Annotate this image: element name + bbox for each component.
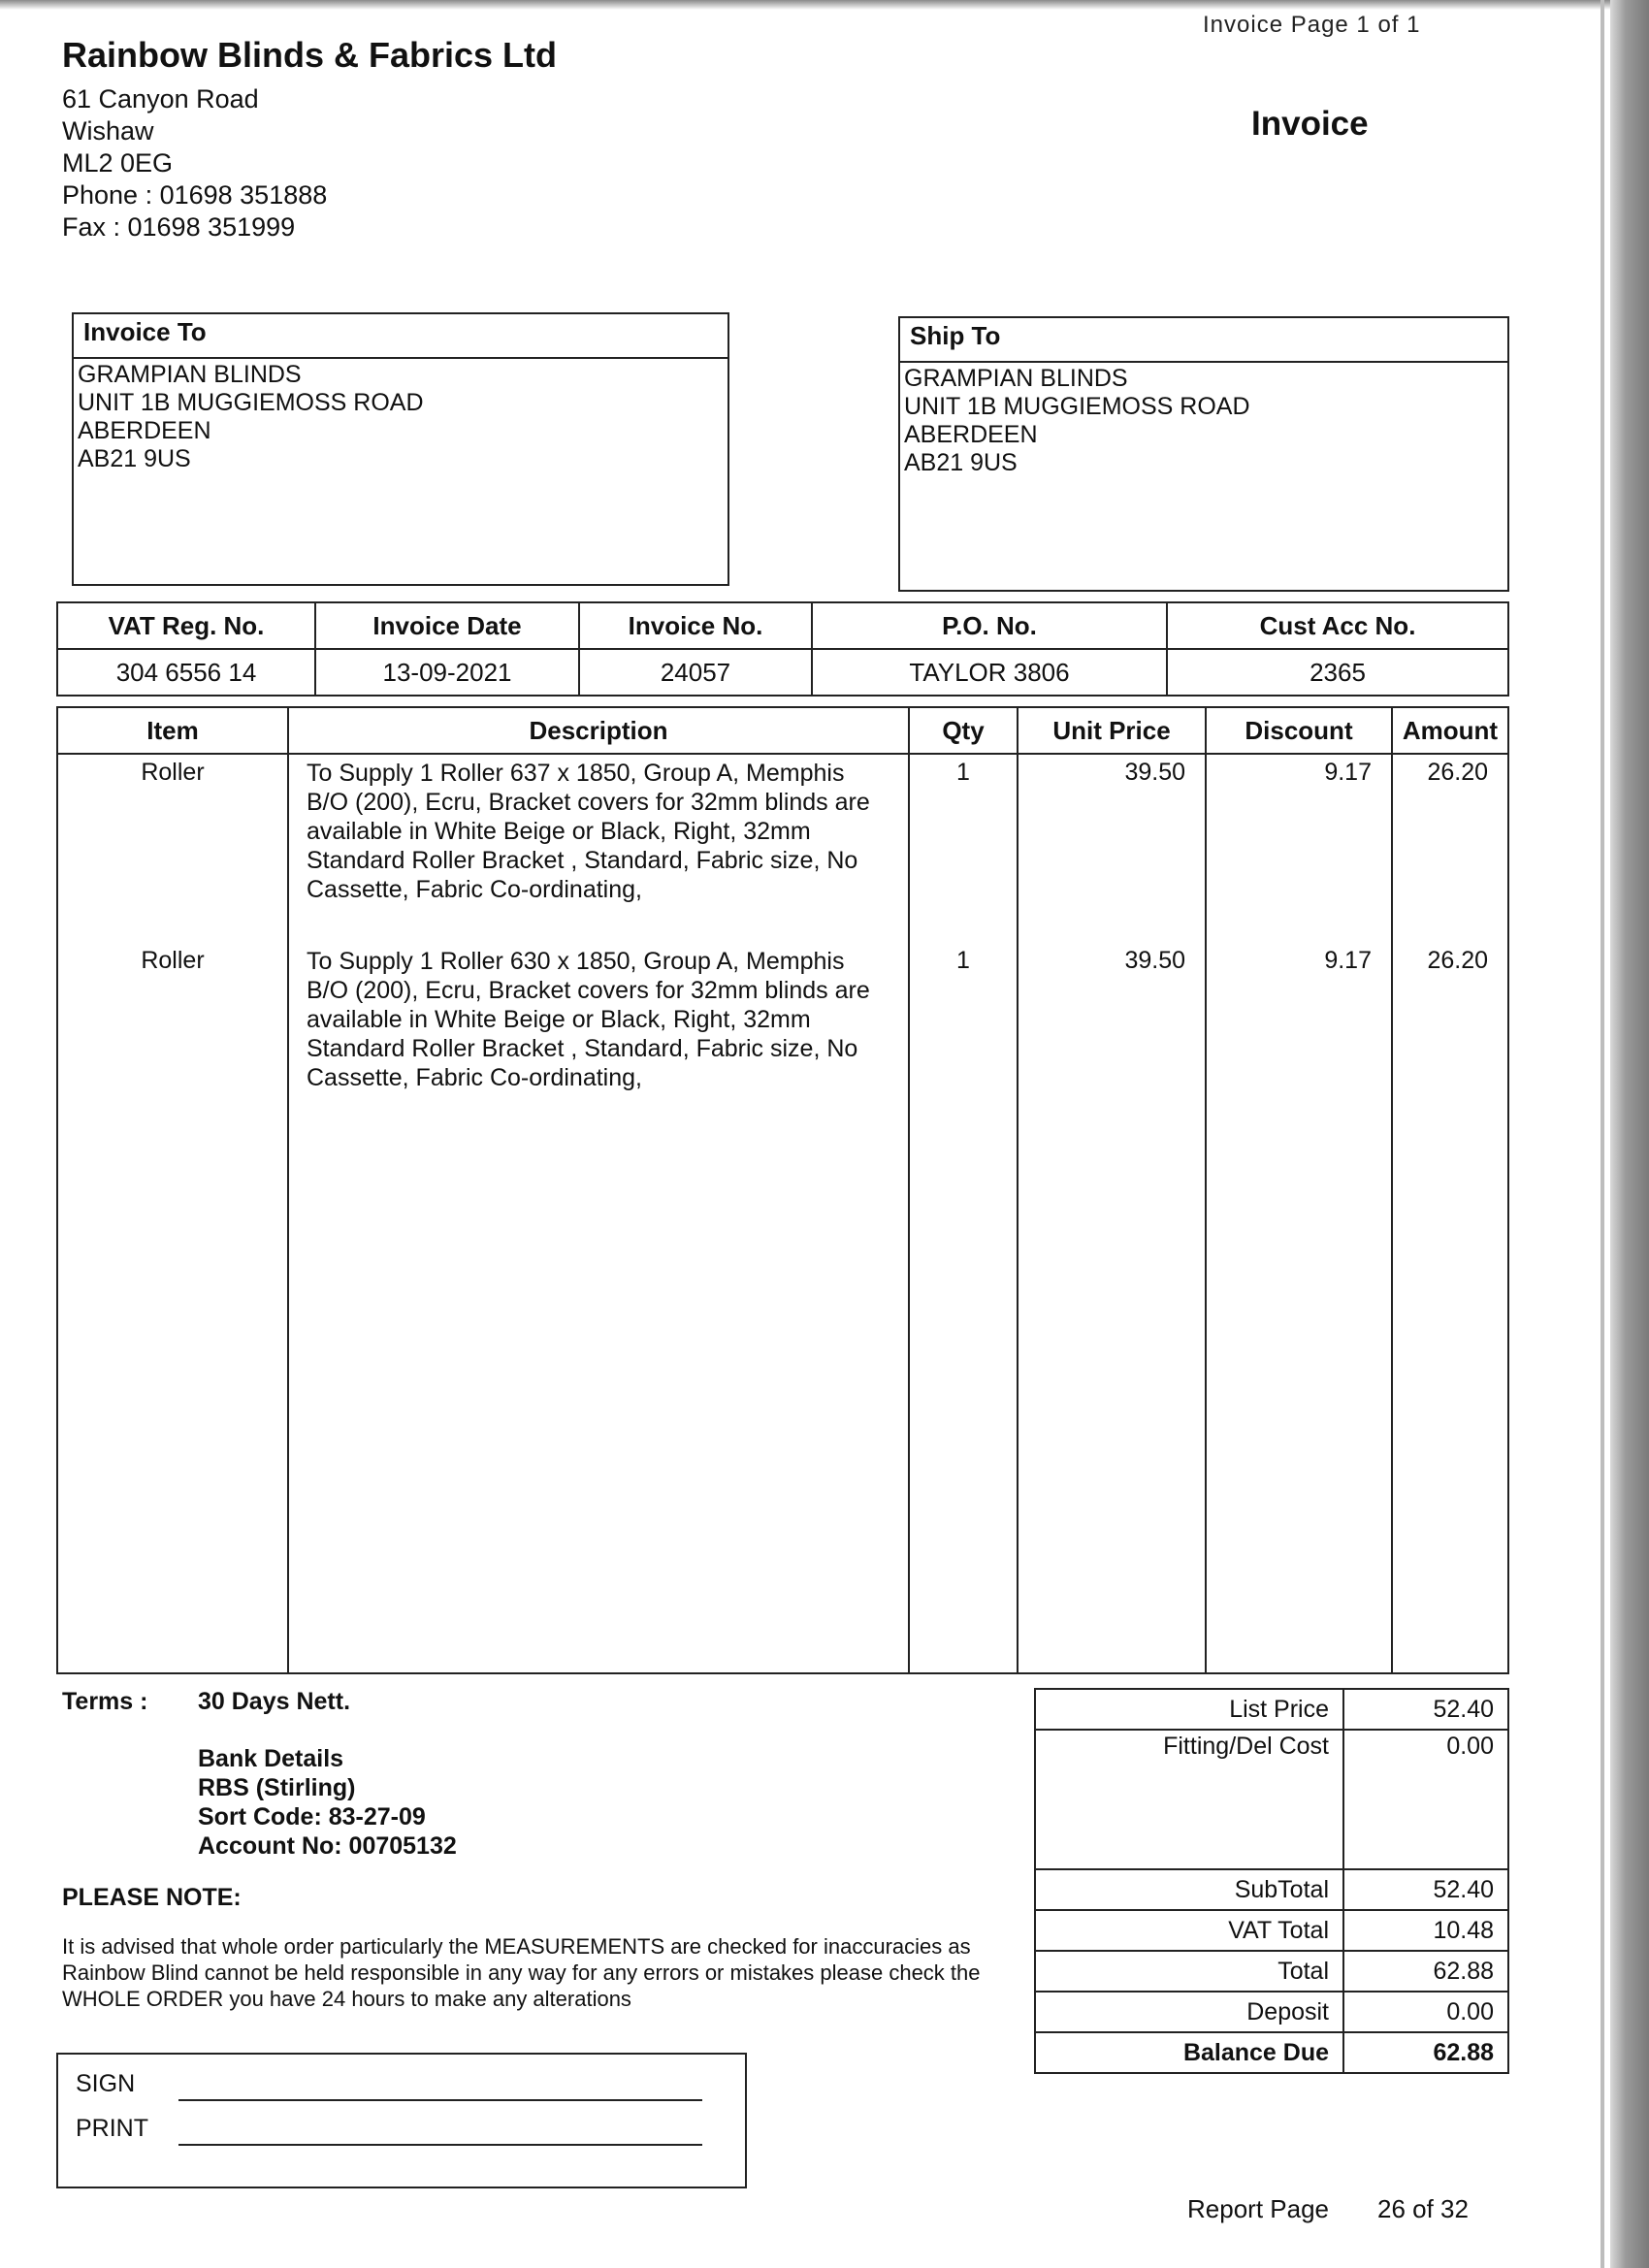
item-type: Roller <box>57 754 288 943</box>
invoice-date-label: Invoice Date <box>315 602 579 649</box>
invoice-to-box <box>72 312 729 586</box>
address-line: GRAMPIAN BLINDS <box>78 361 302 388</box>
item-amount: 26.20 <box>1392 943 1508 1130</box>
address-line: UNIT 1B MUGGIEMOSS ROAD <box>78 389 424 416</box>
address-line: ML2 0EG <box>62 148 174 178</box>
scan-edge-right <box>1610 0 1649 2268</box>
vat-reg-value: 304 6556 14 <box>57 649 315 696</box>
item-description: To Supply 1 Roller 630 x 1850, Group A, Memphis B/O (200), Ecru, Bracket covers for 32mm blinds are available in White Beige or Black, Right, 32mm Standard Roller Bracket , Standard, Fabric size, No Cassette, Fabric Co-ordinating, <box>288 943 909 1130</box>
signature-box <box>56 2053 747 2188</box>
phone-line: Phone : 01698 351888 <box>62 180 328 210</box>
address-line: AB21 9US <box>78 445 191 472</box>
ship-to-heading: Ship To <box>900 318 1507 363</box>
address-line: UNIT 1B MUGGIEMOSS ROAD <box>904 393 1250 420</box>
fax-line: Fax : 01698 351999 <box>62 212 296 242</box>
col-discount: Discount <box>1206 707 1392 754</box>
item-qty: 1 <box>909 754 1018 943</box>
subtotal-label: SubTotal <box>1035 1869 1343 1910</box>
address-line: ABERDEEN <box>904 421 1038 448</box>
totals-table <box>1034 1688 1509 2074</box>
print-line[interactable] <box>178 2144 702 2146</box>
document-title: Invoice <box>1251 105 1369 143</box>
vat-reg-label: VAT Reg. No. <box>57 602 315 649</box>
company-name: Rainbow Blinds & Fabrics Ltd <box>62 35 558 75</box>
report-page-value: 26 of 32 <box>1377 2194 1469 2223</box>
address-line: AB21 9US <box>904 449 1018 476</box>
col-amount: Amount <box>1392 707 1508 754</box>
list-price-value: 52.40 <box>1343 1689 1508 1730</box>
deposit-value: 0.00 <box>1343 1992 1508 2032</box>
cust-acc-label: Cust Acc No. <box>1167 602 1508 649</box>
cust-acc-value: 2365 <box>1167 649 1508 696</box>
item-description: To Supply 1 Roller 637 x 1850, Group A, Memphis B/O (200), Ecru, Bracket covers for 32mm blinds are available in White Beige or Black, Right, 32mm Standard Roller Bracket , Standard, Fabric size, No Cassette, Fabric Co-ordinating, <box>288 754 909 943</box>
terms-value: 30 Days Nett. <box>198 1688 351 1715</box>
note-heading: PLEASE NOTE: <box>62 1884 242 1911</box>
col-qty: Qty <box>909 707 1018 754</box>
col-unit-price: Unit Price <box>1018 707 1206 754</box>
sign-label: SIGN <box>76 2070 136 2097</box>
page-indicator: Invoice Page 1 of 1 <box>1203 12 1421 38</box>
fitting-value: 0.00 <box>1343 1730 1508 1869</box>
item-discount: 9.17 <box>1206 754 1392 943</box>
scan-edge-top <box>0 0 1610 10</box>
col-description: Description <box>288 707 909 754</box>
col-item: Item <box>57 707 288 754</box>
invoice-no-label: Invoice No. <box>579 602 812 649</box>
scan-edge-line <box>1600 0 1604 2268</box>
item-unit-price: 39.50 <box>1018 754 1206 943</box>
po-no-label: P.O. No. <box>812 602 1167 649</box>
invoice-to-address <box>74 359 728 475</box>
bank-name: RBS (Stirling) <box>198 1774 356 1801</box>
line-items-table <box>56 706 1509 1674</box>
invoice-date-value: 13-09-2021 <box>315 649 579 696</box>
address-line: Wishaw <box>62 116 154 146</box>
bank-heading: Bank Details <box>198 1745 344 1772</box>
invoice-meta-table <box>56 601 1509 697</box>
fitting-label: Fitting/Del Cost <box>1035 1730 1343 1869</box>
item-amount: 26.20 <box>1392 754 1508 943</box>
list-price-label: List Price <box>1035 1689 1343 1730</box>
address-line: 61 Canyon Road <box>62 84 259 113</box>
address-line: GRAMPIAN BLINDS <box>904 365 1128 392</box>
total-value: 62.88 <box>1343 1951 1508 1992</box>
vat-total-value: 10.48 <box>1343 1910 1508 1951</box>
vat-total-label: VAT Total <box>1035 1910 1343 1951</box>
balance-due-value: 62.88 <box>1343 2032 1508 2073</box>
item-discount: 9.17 <box>1206 943 1392 1130</box>
table-row <box>57 754 1508 943</box>
terms-label: Terms : <box>62 1688 148 1715</box>
deposit-label: Deposit <box>1035 1992 1343 2032</box>
report-page-label: Report Page <box>1187 2194 1329 2223</box>
table-filler <box>57 1130 1508 1673</box>
ship-to-address <box>900 363 1507 479</box>
total-label: Total <box>1035 1951 1343 1992</box>
po-no-value: TAYLOR 3806 <box>812 649 1167 696</box>
invoice-no-value: 24057 <box>579 649 812 696</box>
balance-due-label: Balance Due <box>1035 2032 1343 2073</box>
sign-line[interactable] <box>178 2099 702 2101</box>
item-type: Roller <box>57 943 288 1130</box>
note-text: It is advised that whole order particularly the MEASUREMENTS are checked for inaccuracies as Rainbow Blind cannot be held responsible in any way for any errors or mistakes please check the WHOLE ORDER you have 24 hours to make any alterations <box>62 1934 981 2011</box>
print-label: PRINT <box>76 2115 148 2142</box>
invoice-to-heading: Invoice To <box>74 314 728 359</box>
sort-code: Sort Code: 83-27-09 <box>198 1803 426 1831</box>
subtotal-value: 52.40 <box>1343 1869 1508 1910</box>
account-no: Account No: 00705132 <box>198 1832 457 1860</box>
table-row <box>57 943 1508 1130</box>
ship-to-box <box>898 316 1509 592</box>
address-line: ABERDEEN <box>78 417 211 444</box>
company-address <box>62 83 327 243</box>
bank-details <box>198 1744 457 1861</box>
item-unit-price: 39.50 <box>1018 943 1206 1130</box>
item-qty: 1 <box>909 943 1018 1130</box>
